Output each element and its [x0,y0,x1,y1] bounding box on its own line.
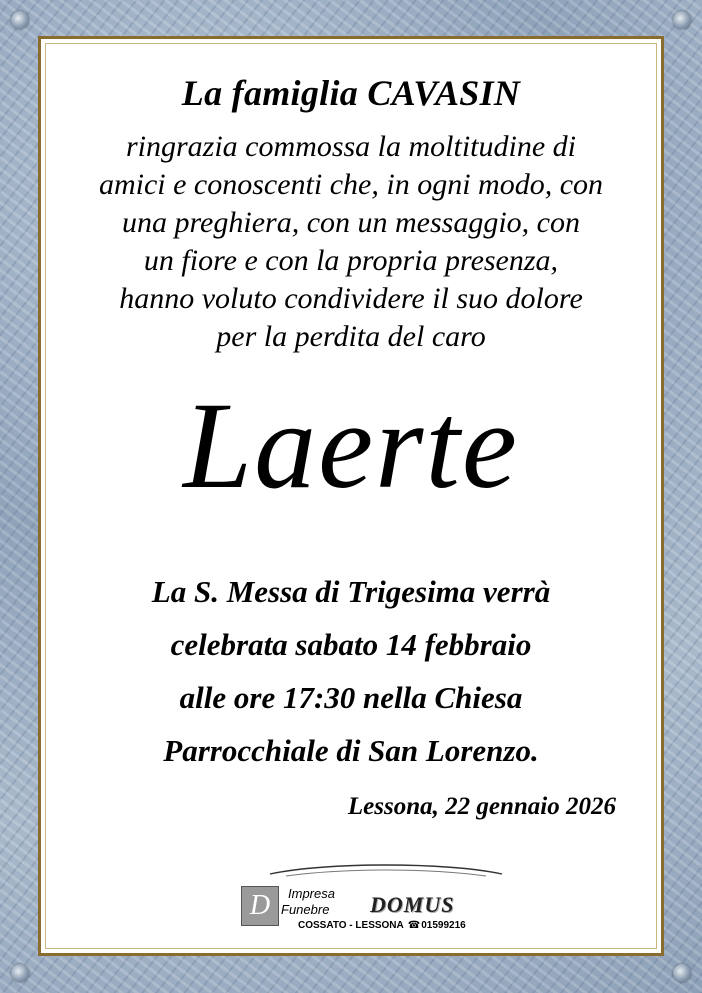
corner-stud-bottom-left [11,964,29,982]
deceased-name: Laerte [183,377,519,514]
logo-line-funebre: Funebre [281,902,330,917]
thanks-text [0,128,702,356]
logo-brand-name: DOMUS [370,892,455,917]
mass-line: alle ore 17:30 nella Chiesa [179,680,523,715]
funeral-home-logo [238,864,508,936]
thanks-line: ringrazia commossa la moltitudine di [125,130,576,163]
logo-badge: D [241,886,279,926]
thanks-line: per la perdita del caro [216,320,486,353]
telephone-icon: ☎ [407,920,421,931]
corner-stud-top-left [11,11,29,29]
place-date: Lessona, 22 gennaio 2026 [347,793,616,820]
thanks-line: hanno voluto condividere il suo dolore [119,282,583,315]
thanks-line: un fiore e con la propria presenza, [143,244,559,277]
thanks-line: una preghiera, con un messaggio, con [122,206,580,239]
logo-contact [298,920,466,931]
mass-line: celebrata sabato 14 febbraio [170,627,532,662]
mass-details [0,565,702,777]
logo-phone: 01599216 [421,920,466,931]
thanks-line: amici e conoscenti che, in ogni modo, con [98,168,604,201]
corner-stud-top-right [673,11,691,29]
logo-swirl-ornament [266,864,506,878]
corner-stud-bottom-right [673,964,691,982]
mass-line: Parrocchiale di San Lorenzo. [163,733,539,768]
family-heading: La famiglia CAVASIN [181,73,521,113]
logo-address: COSSATO - LESSONA [298,920,404,931]
mass-line: La S. Messa di Trigesima verrà [151,574,551,609]
logo-line-impresa: Impresa [288,886,335,901]
